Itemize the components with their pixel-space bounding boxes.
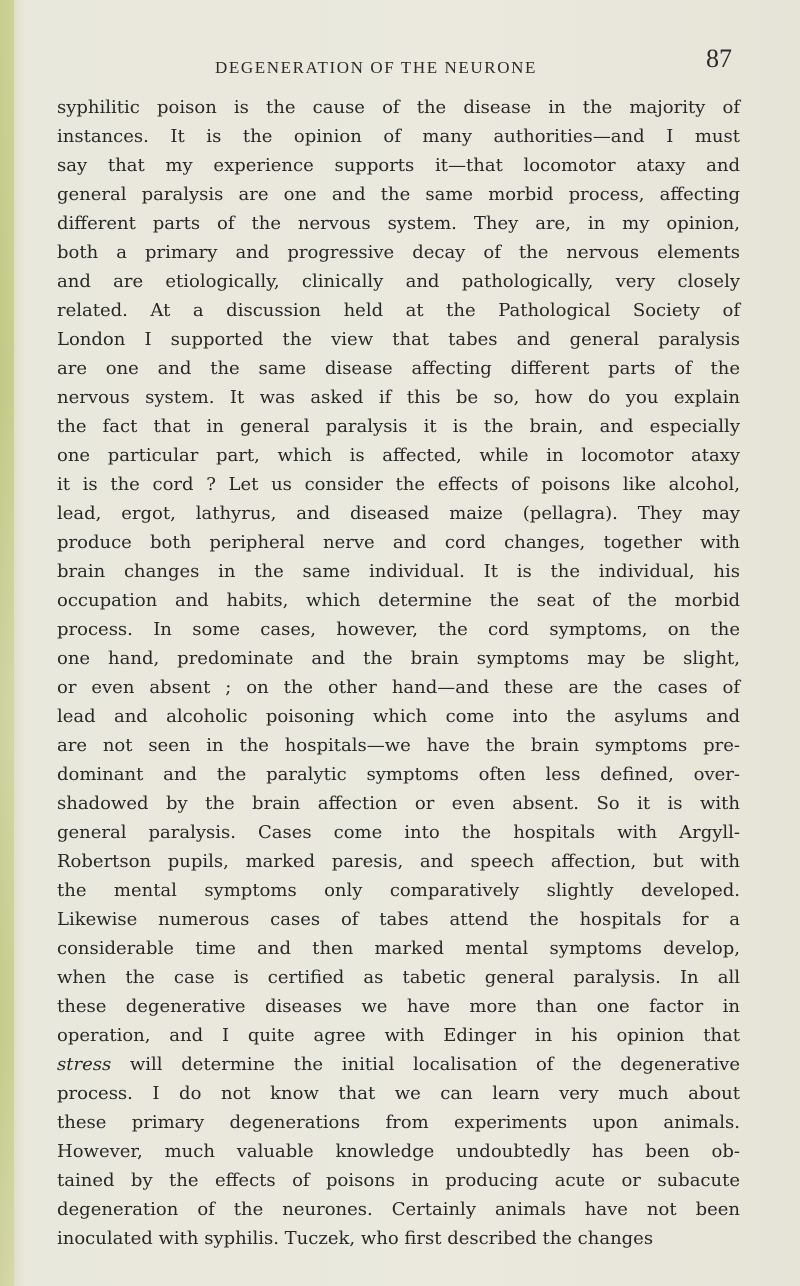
- text-line: are not seen in the hospitals—we have the brain symptoms pre-: [57, 735, 740, 756]
- text-line: stress will determine the initial localisation of the degenerative: [57, 1054, 740, 1075]
- text-line: the fact that in general paralysis it is the brain, and especially: [57, 416, 740, 437]
- running-title: DEGENERATION OF THE NEURONE: [215, 58, 537, 77]
- text-line: process. I do not know that we can learn very much about: [57, 1083, 740, 1104]
- text-line: dominant and the paralytic symptoms often less defined, over-: [57, 764, 740, 785]
- text-line: operation, and I quite agree with Edinger in his opinion that: [57, 1025, 740, 1046]
- text-line: it is the cord ? Let us consider the effects of poisons like alcohol,: [57, 474, 740, 495]
- text-line: both a primary and progressive decay of the nervous elements: [57, 242, 740, 263]
- text-line: and are etiologically, clinically and pathologically, very closely: [57, 271, 740, 292]
- text-line: related. At a discussion held at the Pathological Society of: [57, 300, 740, 321]
- text-line: However, much valuable knowledge undoubtedly has been ob-: [57, 1141, 740, 1162]
- text-line: Likewise numerous cases of tabes attend the hospitals for a: [57, 909, 740, 930]
- text-line: these degenerative diseases we have more than one factor in: [57, 996, 740, 1017]
- text-line: are one and the same disease affecting different parts of the: [57, 358, 740, 379]
- text-line: one particular part, which is affected, while in locomotor ataxy: [57, 445, 740, 466]
- text-line: say that my experience supports it—that locomotor ataxy and: [57, 155, 740, 176]
- text-line: general paralysis. Cases come into the hospitals with Argyll-: [57, 822, 740, 843]
- page-binding-edge: [0, 0, 14, 1286]
- text-line: instances. It is the opinion of many authorities—and I must: [57, 126, 740, 147]
- text-line: one hand, predominate and the brain symptoms may be slight,: [57, 648, 740, 669]
- text-line: or even absent ; on the other hand—and these are the cases of: [57, 677, 740, 698]
- text-line: when the case is certified as tabetic general paralysis. In all: [57, 967, 740, 988]
- text-line: lead, ergot, lathyrus, and diseased maize (pellagra). They may: [57, 503, 740, 524]
- text-line: shadowed by the brain affection or even absent. So it is with: [57, 793, 740, 814]
- text-line: London I supported the view that tabes and general paralysis: [57, 329, 740, 350]
- text-line: general paralysis are one and the same morbid process, affecting: [57, 184, 740, 205]
- text-line: lead and alcoholic poisoning which come into the asylums and: [57, 706, 740, 727]
- text-line: occupation and habits, which determine the seat of the morbid: [57, 590, 740, 611]
- text-line: tained by the effects of poisons in producing acute or subacute: [57, 1170, 740, 1191]
- text-line: process. In some cases, however, the cord symptoms, on the: [57, 619, 740, 640]
- text-line: syphilitic poison is the cause of the disease in the majority of: [57, 97, 740, 118]
- text-line: the mental symptoms only comparatively slightly developed.: [57, 880, 740, 901]
- text-line: nervous system. It was asked if this be so, how do you explain: [57, 387, 740, 408]
- text-line: these primary degenerations from experiments upon animals.: [57, 1112, 740, 1133]
- text-line: inoculated with syphilis. Tuczek, who first described the changes: [57, 1228, 654, 1249]
- text-line: Robertson pupils, marked paresis, and speech affection, but with: [57, 851, 740, 872]
- text-line: considerable time and then marked mental symptoms develop,: [57, 938, 740, 959]
- text-line: brain changes in the same individual. It is the individual, his: [57, 561, 740, 582]
- text-line: different parts of the nervous system. They are, in my opinion,: [57, 213, 740, 234]
- text-line: produce both peripheral nerve and cord changes, together with: [57, 532, 740, 553]
- running-head: [0, 44, 800, 82]
- page-number: 87: [706, 44, 732, 73]
- text-line: degeneration of the neurones. Certainly animals have not been: [57, 1199, 740, 1220]
